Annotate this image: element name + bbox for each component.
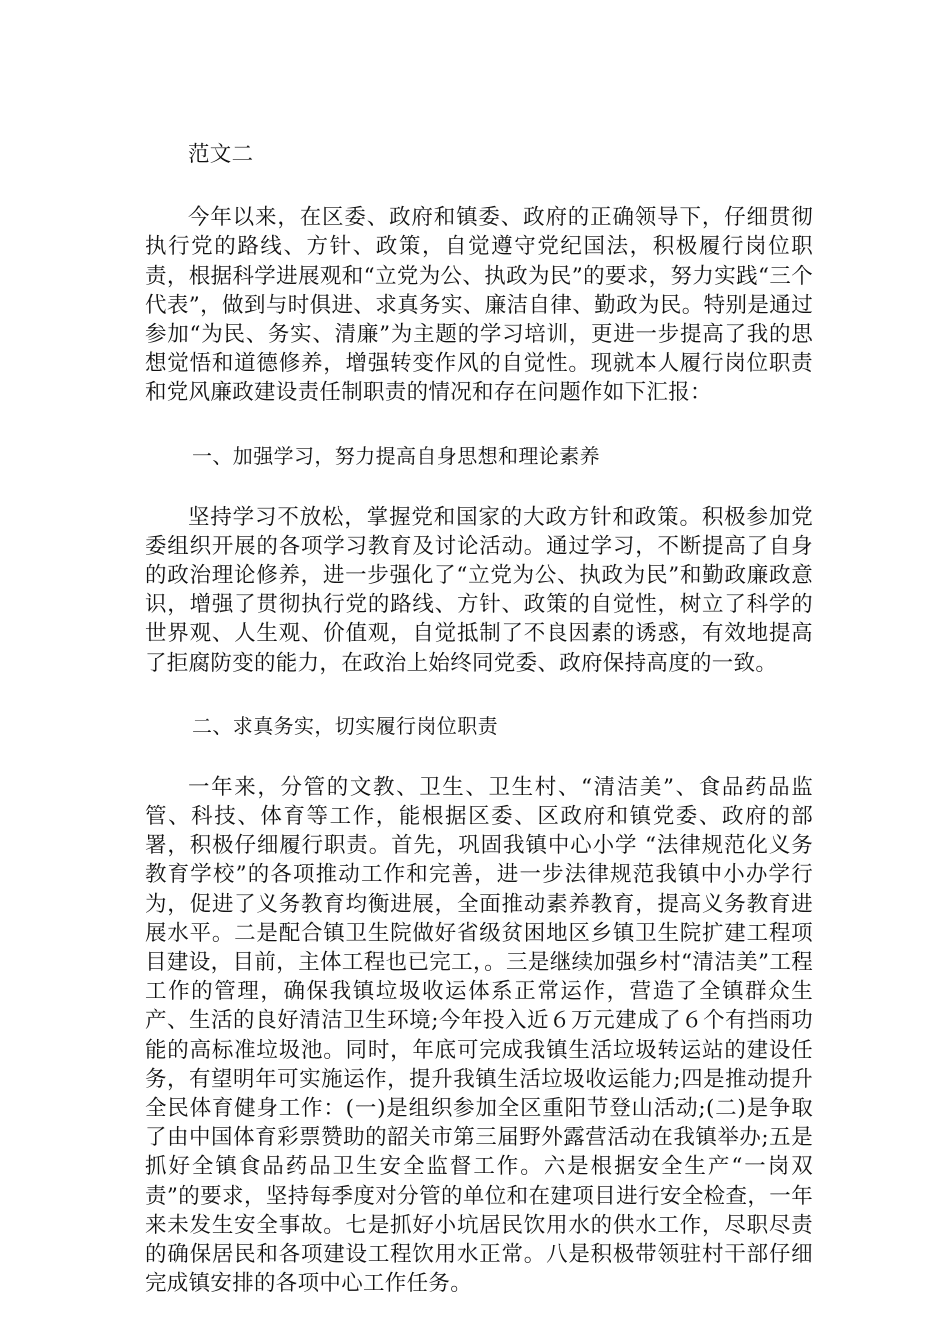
spacer [145,408,813,442]
section-body-1: 坚持学习不放松，掌握党和国家的大政方针和政策。积极参加党委组织开展的各项学习教育及讨论活动。通过学习，不断提高了自身的政治理论修养，进一步强化了“立党为公、执政为民”和勤政廉政意识，增强了贯彻执行党的路线、方针、政策的自觉性，树立了科学的世界观、人生观、价值观，自觉抵制了不良因素的诱惑，有效地提高了拒腐防变的能力，在政治上始终同党委、政府保持高度的一致。 [145,504,813,676]
document-title: 范文二 [188,142,254,167]
spacer [145,678,813,712]
spacer [145,471,813,503]
spacer [145,741,813,773]
section-heading-1: 一、加强学习，努力提高自身思想和理论素养 [192,443,600,468]
section-heading-2: 二、求真务实，切实履行岗位职责 [192,713,498,738]
section-body-2: 一年来，分管的文教、卫生、卫生村、“清洁美”、食品药品监管、科技、体育等工作，能根据区委、区政府和镇党委、政府的部署，积极仔细履行职责。首先，巩固我镇中心小学 “法律规范化义务教育学校”的各项推动工作和完善，进一步法律规范我镇中小办学行为，促进了义务教育均衡进展，全面推动素养教育，提高义务教育进展水平。二是配合镇卫生院做好省级贫困地区乡镇卫生院扩建工程项目建设，目前，主体工程也已完工，。三是继续加强乡村“清洁美”工程工作的管理，确保我镇垃圾收运体系正常运作，营造了全镇群众生产、生活的良好清洁卫生环境;今年投入近６万元建成了６个有挡雨功能的高标准垃圾池。同时，年底可完成我镇生活垃圾转运站的建设任务，有望明年可实施运作，提升我镇生活垃圾收运能力;四是推动提升全民体育健身工作：(一)是组织参加全区重阳节登山活动;(二)是争取了由中国体育彩票赞助的韶关市第三届野外露营活动在我镇举办;五是抓好全镇食品药品卫生安全监督工作。六是根据安全生产“一岗双责”的要求，坚持每季度对分管的单位和在建项目进行安全检查，一年来未发生安全事故。七是抓好小坑居民饮用水的供水工作，尽职尽责的确保居民和各项建设工程饮用水正常。八是积极带领驻村干部仔细完成镇安排的各项中心工作任务。 [145,774,813,1297]
intro-paragraph: 今年以来，在区委、政府和镇委、政府的正确领导下，仔细贯彻执行党的路线、方针、政策，自觉遵守党纪国法，积极履行岗位职责，根据科学进展观和“立党为公、执政为民”的要求，努力实践“三个代表”，做到与时俱进、求真务实、廉洁自律、勤政为民。特别是通过参加“为民、务实、清廉”为主题的学习培训，更进一步提高了我的思想觉悟和道德修养，增强转变作风的自觉性。现就本人履行岗位职责和党风廉政建设责任制职责的情况和存在问题作如下汇报： [145,205,813,406]
document-page [145,140,813,1299]
spacer [145,169,813,203]
